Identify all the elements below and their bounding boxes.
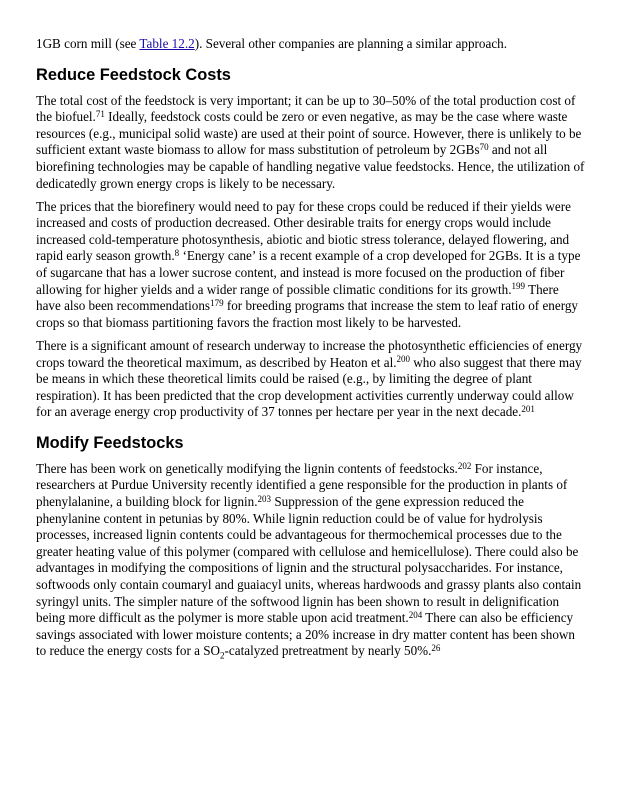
paragraph — [36, 338, 586, 421]
paragraph — [36, 199, 586, 332]
paragraph-text: There has been work on genetically modifying the lignin contents of feedstocks. — [36, 460, 458, 476]
paragraph-text: Suppression of the gene expression reduced the phenylanine content in petunias by 80%. While lignin reduction could be of value for hydrolysis processes, increased lignin contents could be advantageous for thermochemical processes due to the greater heating value of this polymer (compared with cellulose and hemicellulose). There could also be advantages in modifying the compositions of lignin and the structural polysaccharides. For instance, softwoods only contain coumaryl and guaiacyl units, whereas hardwoods and grassy plants also contain syringyl units. The simpler nature of the softwood lignin has been shown to result in delignification being more difficult as the polymer is more stable upon acid treatment. — [36, 494, 582, 626]
citation-ref: 70 — [479, 142, 489, 152]
paragraph-text: There have also been recommendations — [36, 281, 559, 314]
paragraph-text: The prices that the biorefinery would need to pay for these crops could be reduced if their yields were increased and costs of production decreased. Other desirable traits for energy crops would include increased cold-temperature photosynthesis, abiotic and biotic stress tolerance, delayed flowering, and rapid early season growth. — [36, 198, 571, 264]
table-12-2-link[interactable]: Table 12.2 — [139, 36, 195, 51]
subscript: 2 — [220, 651, 225, 662]
citation-ref: 200 — [396, 354, 411, 365]
paragraph-text: For instance, researchers at Purdue University recently identified a gene responsible for the production in plants of phenylalanine, a building block for lignin. — [36, 460, 568, 510]
paragraph-text: There can also be efficiency savings associated with lower moisture contents; a 20% increase in dry matter content has been shown to reduce the energy costs for a SO — [36, 610, 575, 659]
paragraph-text: The total cost of the feedstock is very important; it can be up to 30–50% of the total production cost of the biofuel. — [36, 92, 576, 125]
citation-ref: 199 — [511, 281, 526, 292]
section-heading-modify-feedstocks: Modify Feedstocks — [36, 433, 184, 452]
intro-text-after: ). Several other companies are planning a similar approach. — [194, 36, 508, 51]
paragraph-text: -catalyzed pretreatment by nearly 50%. — [224, 643, 432, 659]
citation-ref: 203 — [257, 493, 272, 504]
paragraph-text: who also suggest that there may be means in which these theoretical limits could be raised (e.g., by limiting the degree of plant respiration). It has been predicted that the crop development activities currently underway could allow for an average energy crop productivity of 37 tonnes per hectare per year in the next decade. — [36, 354, 582, 420]
paragraph-text: There is a significant amount of research underway to increase the photosynthetic efficiencies of energy crops toward the theoretical maximum, as described by Heaton et al. — [36, 337, 583, 370]
document-page — [36, 36, 586, 667]
intro-text-before: 1GB corn mill (see — [36, 36, 140, 51]
intro-paragraph — [36, 36, 586, 53]
citation-ref: 202 — [457, 460, 472, 471]
citation-ref: 71 — [95, 108, 105, 119]
citation-ref: 26 — [431, 643, 441, 654]
paragraph-text: and not all biorefining technologies may be capable of handling negative value feedstocks. Hence, the utilization of dedicatedly grown energy crops is likely to be necessary. — [36, 142, 585, 191]
citation-ref: 179 — [210, 297, 224, 308]
citation-ref: 204 — [408, 609, 423, 620]
paragraph-text: Ideally, feedstock costs could be zero or even negative, as may be the case where waste resources (e.g., municipal solid waste) are used at their point of source. However, there is unlikely to be sufficient extant waste biomass to allow for mass substitution of petroleum by 2GBs — [36, 109, 582, 158]
paragraph — [36, 93, 586, 193]
section-heading-reduce-feedstock-costs: Reduce Feedstock Costs — [36, 65, 231, 84]
paragraph-text: ‘Energy cane’ is a recent example of a crop developed for 2GBs. It is a type of sugarcane that has a lower sucrose content, and instead is more focused on the production of fiber allowing for higher yields and a wider range of possible climatic conditions for its growth. — [36, 248, 581, 297]
citation-ref: 201 — [521, 403, 535, 414]
paragraph — [36, 461, 586, 660]
citation-ref: 8 — [174, 248, 180, 259]
paragraph-text: for breeding programs that increase the stem to leaf ratio of energy crops so that biomass partitioning favors the fraction most likely to be harvested. — [36, 298, 578, 330]
